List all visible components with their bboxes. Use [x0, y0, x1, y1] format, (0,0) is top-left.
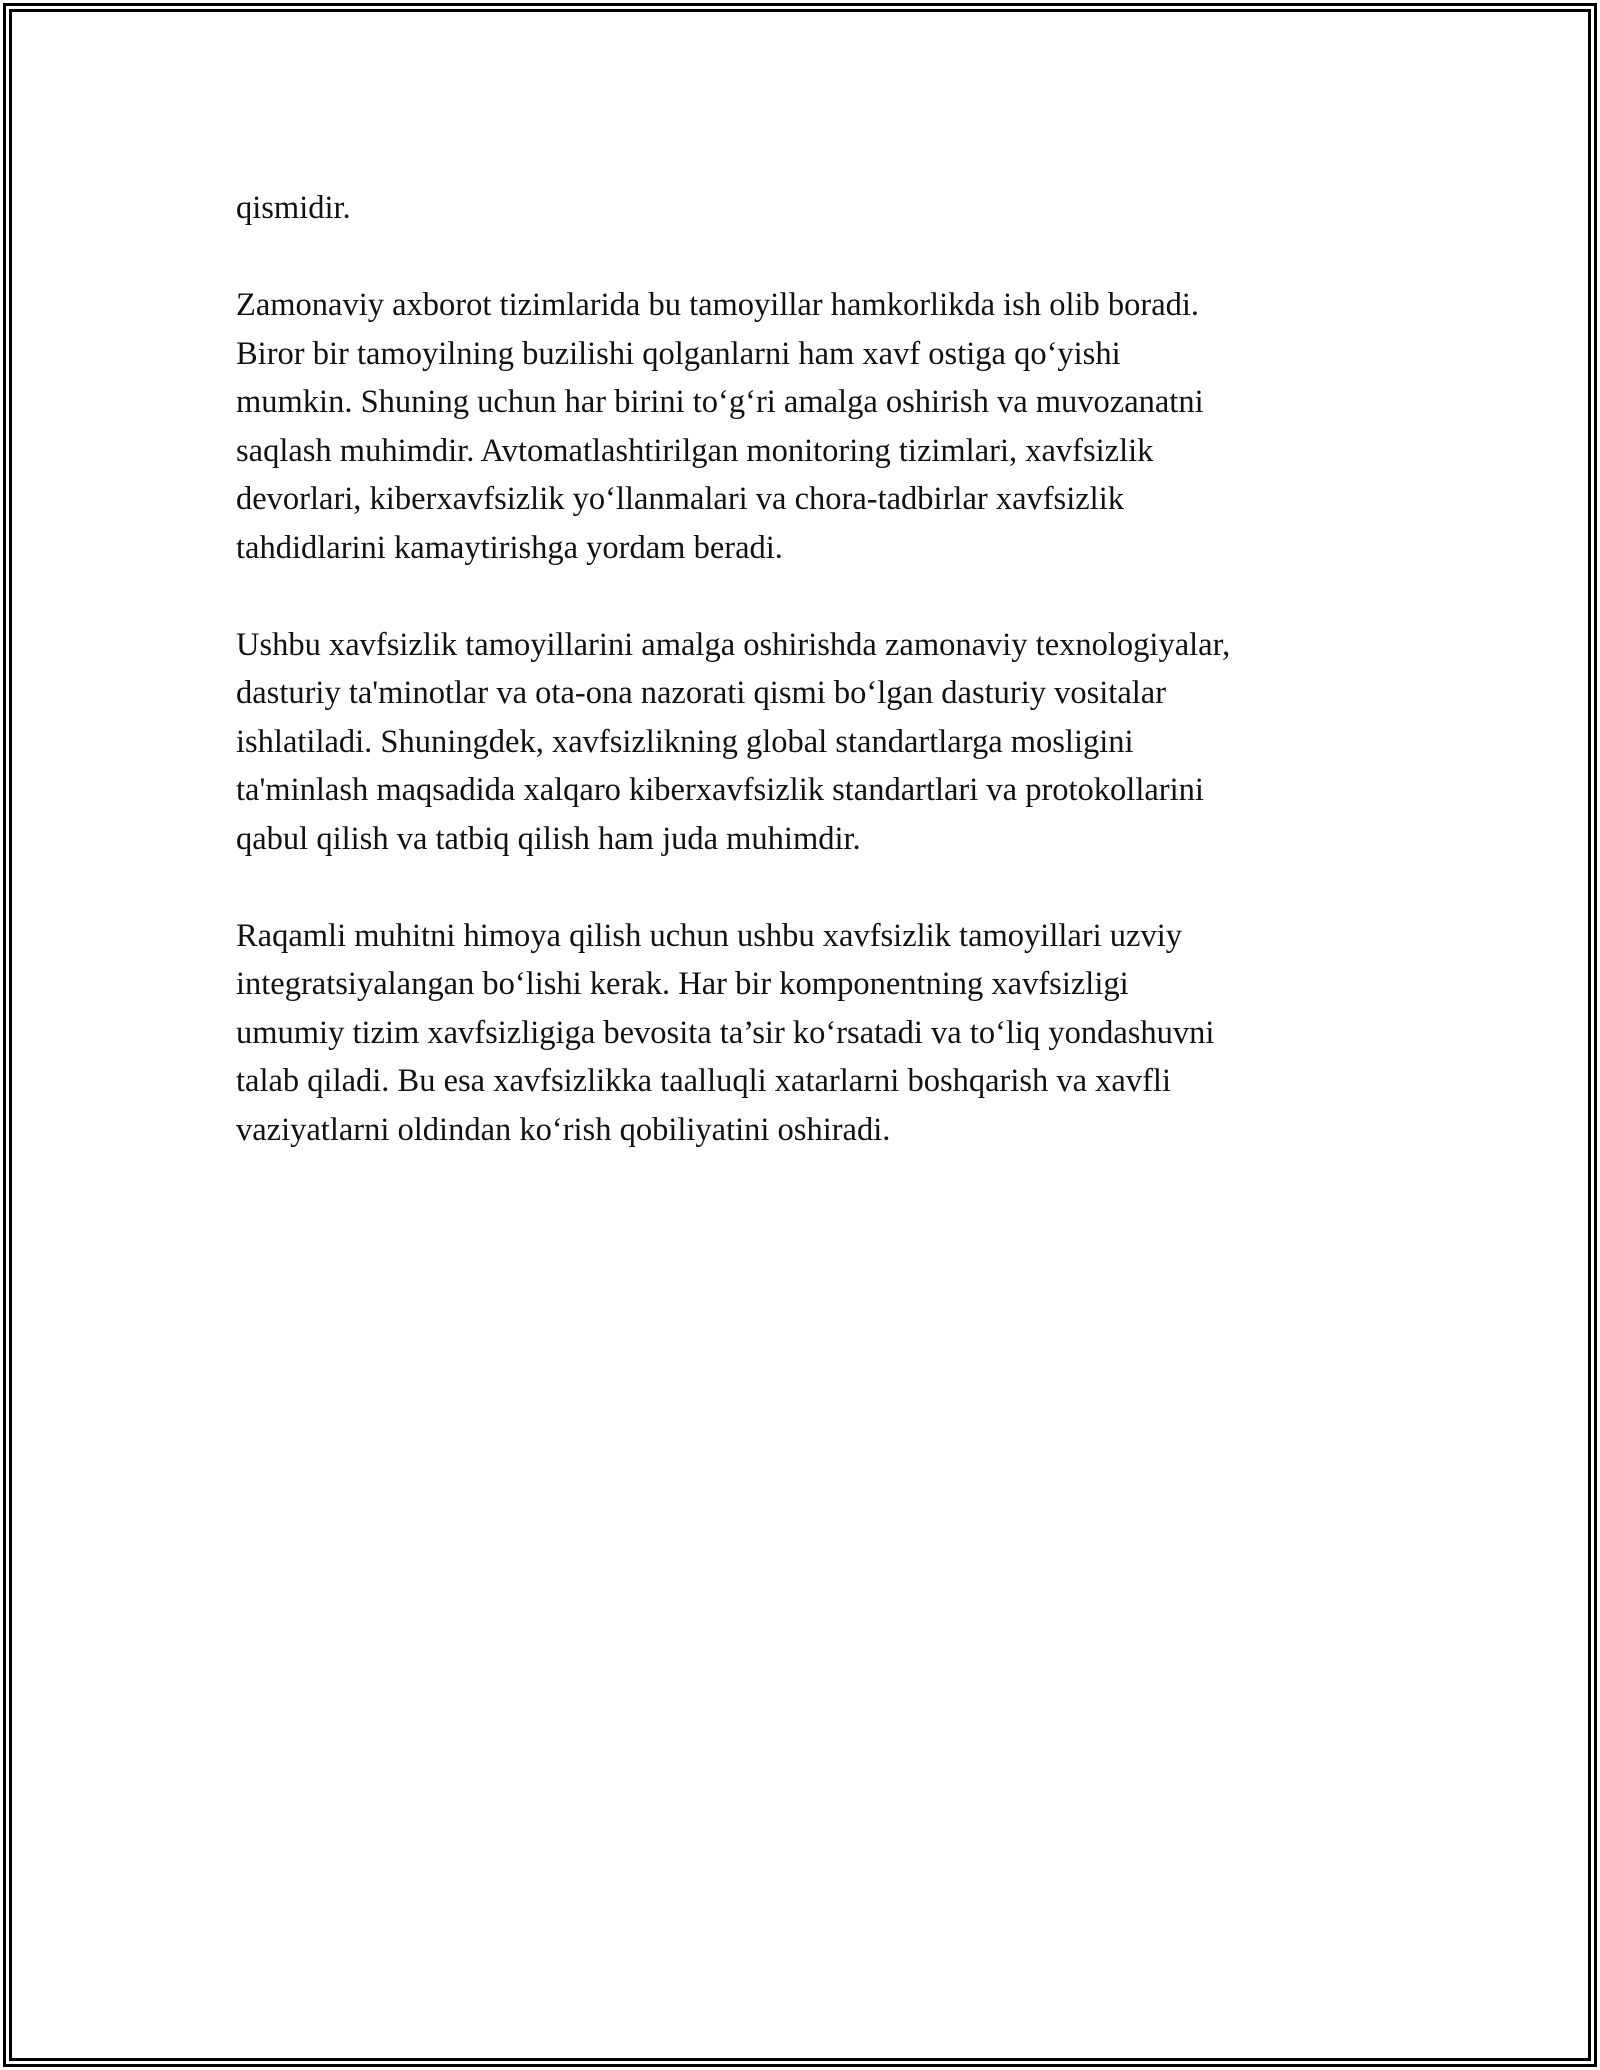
- paragraph-principles-cooperation: Zamonaviy axborot tizimlarida bu tamoyillar hamkorlikda ish olib boradi. Biror bir tamoyilning buzilishi qolganlarni ham xavf ostiga qo‘yishi mumkin. Shuning uchun har birini to‘g‘ri amalga oshirish va muvozanatni saqlash muhimdir. Avtomatlashtirilgan monitoring tizimlari, xavfsizlik devorlari, kiberxavfsizlik yo‘llanmalari va chora-tadbirlar xavfsizlik tahdidlarini kamaytirishga yordam beradi.: [236, 287, 1204, 566]
- paragraph-digital-environment: Raqamli muhitni himoya qilish uchun ushbu xavfsizlik tamoyillari uzviy integratsiyalangan bo‘lishi kerak. Har bir komponentning xavfsizligi umumiy tizim xavfsizligiga bevosita ta’sir ko‘rsatadi va to‘liq yondashuvni talab qiladi. Bu esa xavfsizlikka taalluqli xatarlarni boshqarish va xavfli vaziyatlarni oldindan ko‘rish qobiliyatini oshiradi.: [236, 917, 1215, 1148]
- paragraph-continuation: qismidir.: [236, 190, 351, 226]
- paragraph-technologies-standards: Ushbu xavfsizlik tamoyillarini amalga oshirishda zamonaviy texnologiyalar, dasturiy ta'minotlar va ota-ona nazorati qismi bo‘lgan dasturiy vositalar ishlatiladi. Shuningdek, xavfsizlikning global standartlarga mosligini ta'minlash maqsadida xalqaro kiberxavfsizlik standartlari va protokollarini qabul qilish va tatbiq qilish ham juda muhimdir.: [236, 626, 1231, 857]
- document-body: [236, 184, 1396, 1203]
